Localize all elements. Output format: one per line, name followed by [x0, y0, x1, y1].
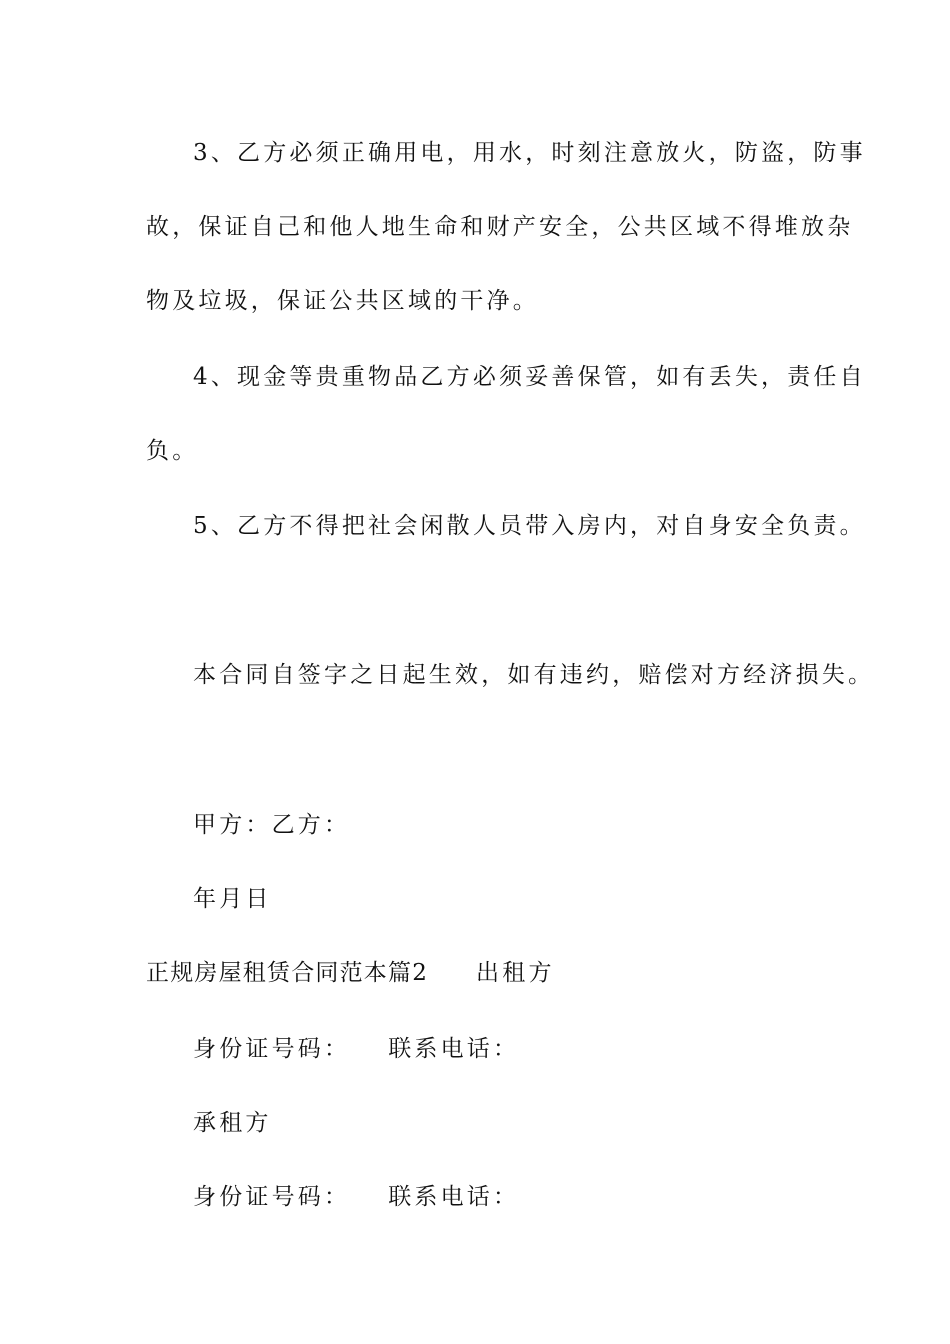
lessor-info-row	[193, 1034, 519, 1064]
section-title-row	[146, 958, 555, 988]
lessee-id-label: 身份证号码：	[193, 1184, 351, 1210]
clause-3-line-3: 物及垃圾，保证公共区域的干净。	[146, 288, 539, 314]
lessor-label: 出租方	[476, 960, 555, 986]
clause-4-line-1: 4、现金等贵重物品乙方必须妥善保管，如有丢失，责任自	[193, 364, 866, 390]
lessee-label: 承租方	[193, 1110, 272, 1136]
section-title: 正规房屋租赁合同范本篇2	[146, 960, 429, 986]
lessee-info-row	[193, 1182, 519, 1212]
lessee-phone-label: 联系电话：	[388, 1184, 520, 1210]
clause-4-line-2: 负。	[146, 438, 199, 464]
clause-3-line-2: 故，保证自己和他人地生命和财产安全，公共区域不得堆放杂	[146, 214, 854, 240]
signature-line: 甲方：乙方：	[193, 812, 351, 838]
clause-5-line-1: 5、乙方不得把社会闲散人员带入房内，对自身安全负责。	[193, 513, 866, 539]
effect-clause: 本合同自签字之日起生效，如有违约，赔偿对方经济损失。	[193, 662, 875, 688]
clause-3-line-1: 3、乙方必须正确用电，用水，时刻注意放火，防盗，防事	[193, 140, 866, 166]
date-line: 年月日	[193, 886, 272, 912]
lessor-phone-label: 联系电话：	[388, 1036, 520, 1062]
lessor-id-label: 身份证号码：	[193, 1036, 351, 1062]
